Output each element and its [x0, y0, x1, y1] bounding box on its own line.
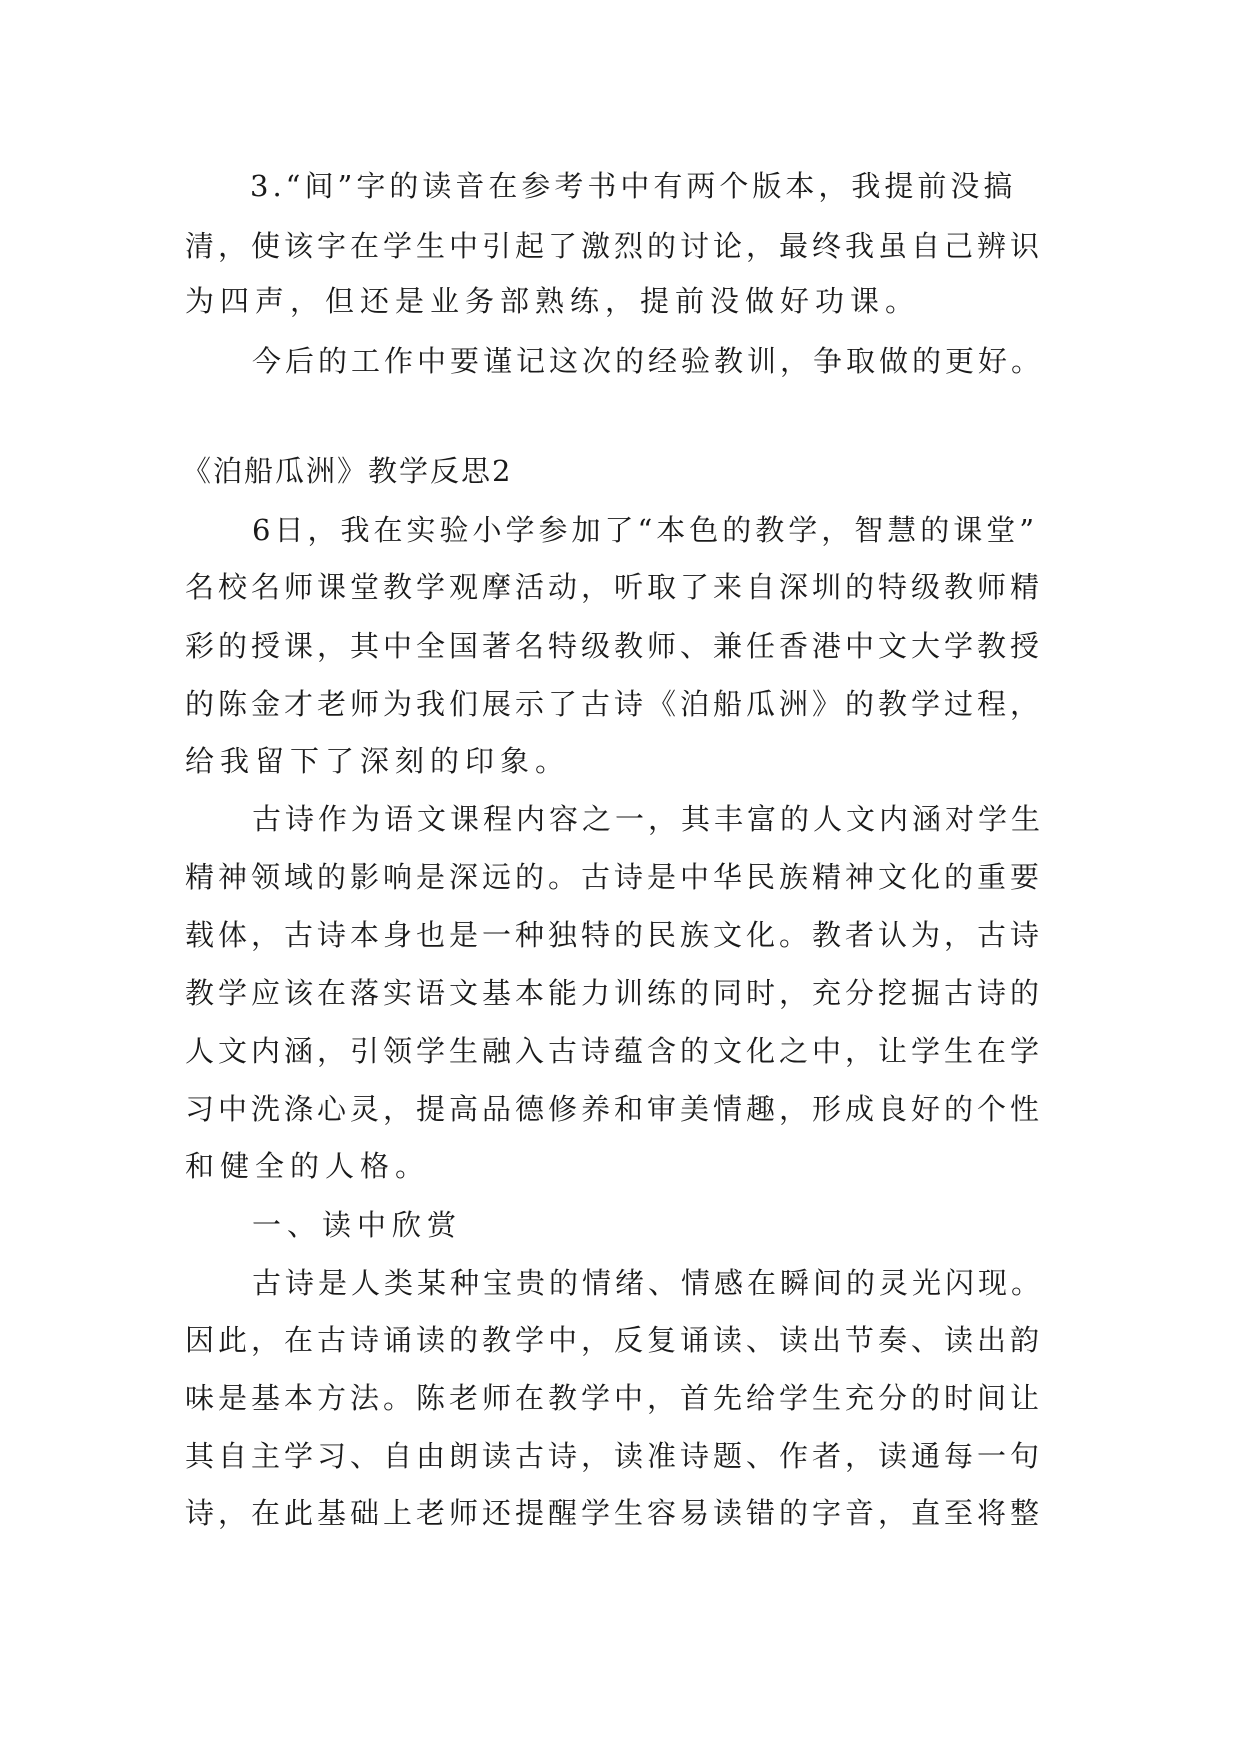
paragraph-line: 精神领域的影响是深远的。古诗是中华民族精神文化的重要 [185, 860, 1044, 894]
paragraph-line: 名校名师课堂教学观摩活动，听取了来自深圳的特级教师精 [185, 570, 1044, 604]
paragraph-line: 其自主学习、自由朗读古诗，读准诗题、作者，读通每一句 [185, 1439, 1044, 1473]
paragraph-line: 6日，我在实验小学参加了“本色的教学，智慧的课堂” [252, 513, 1039, 547]
paragraph-line: 人文内涵，引领学生融入古诗蕴含的文化之中，让学生在学 [185, 1034, 1044, 1068]
paragraph-line: 3.“间”字的读音在参考书中有两个版本，我提前没搞 [250, 169, 1017, 203]
paragraph-line: 彩的授课，其中全国著名特级教师、兼任香港中文大学教授 [185, 629, 1044, 663]
paragraph-line: 载体，古诗本身也是一种独特的民族文化。教者认为，古诗 [185, 918, 1044, 952]
paragraph-line: 清，使该字在学生中引起了激烈的讨论，最终我虽自己辨识 [185, 229, 1044, 263]
paragraph-line: 给我留下了深刻的印象。 [185, 744, 571, 778]
paragraph-line: 的陈金才老师为我们展示了古诗《泊船瓜洲》的教学过程， [185, 687, 1044, 721]
paragraph-line: 为四声，但还是业务部熟练，提前没做好功课。 [185, 284, 921, 318]
paragraph-line: 因此，在古诗诵读的教学中，反复诵读、读出节奏、读出韵 [185, 1323, 1044, 1357]
paragraph-line: 教学应该在落实语文基本能力训练的同时，充分挖掘古诗的 [185, 976, 1044, 1010]
section-heading: 《泊船瓜洲》教学反思2 [182, 454, 513, 488]
paragraph-line: 今后的工作中要谨记这次的经验教训，争取做的更好。 [252, 344, 1045, 378]
subsection-heading: 一、读中欣赏 [252, 1208, 463, 1242]
paragraph-line: 习中洗涤心灵，提高品德修养和审美情趣，形成良好的个性 [185, 1092, 1044, 1126]
paragraph-line: 诗，在此基础上老师还提醒学生容易读错的字音，直至将整 [185, 1496, 1044, 1530]
paragraph-line: 古诗作为语文课程内容之一，其丰富的人文内涵对学生 [252, 802, 1045, 836]
paragraph-line: 和健全的人格。 [185, 1149, 431, 1183]
paragraph-line: 古诗是人类某种宝贵的情绪、情感在瞬间的灵光闪现。 [252, 1266, 1045, 1300]
paragraph-line: 味是基本方法。陈老师在教学中，首先给学生充分的时间让 [185, 1381, 1044, 1415]
